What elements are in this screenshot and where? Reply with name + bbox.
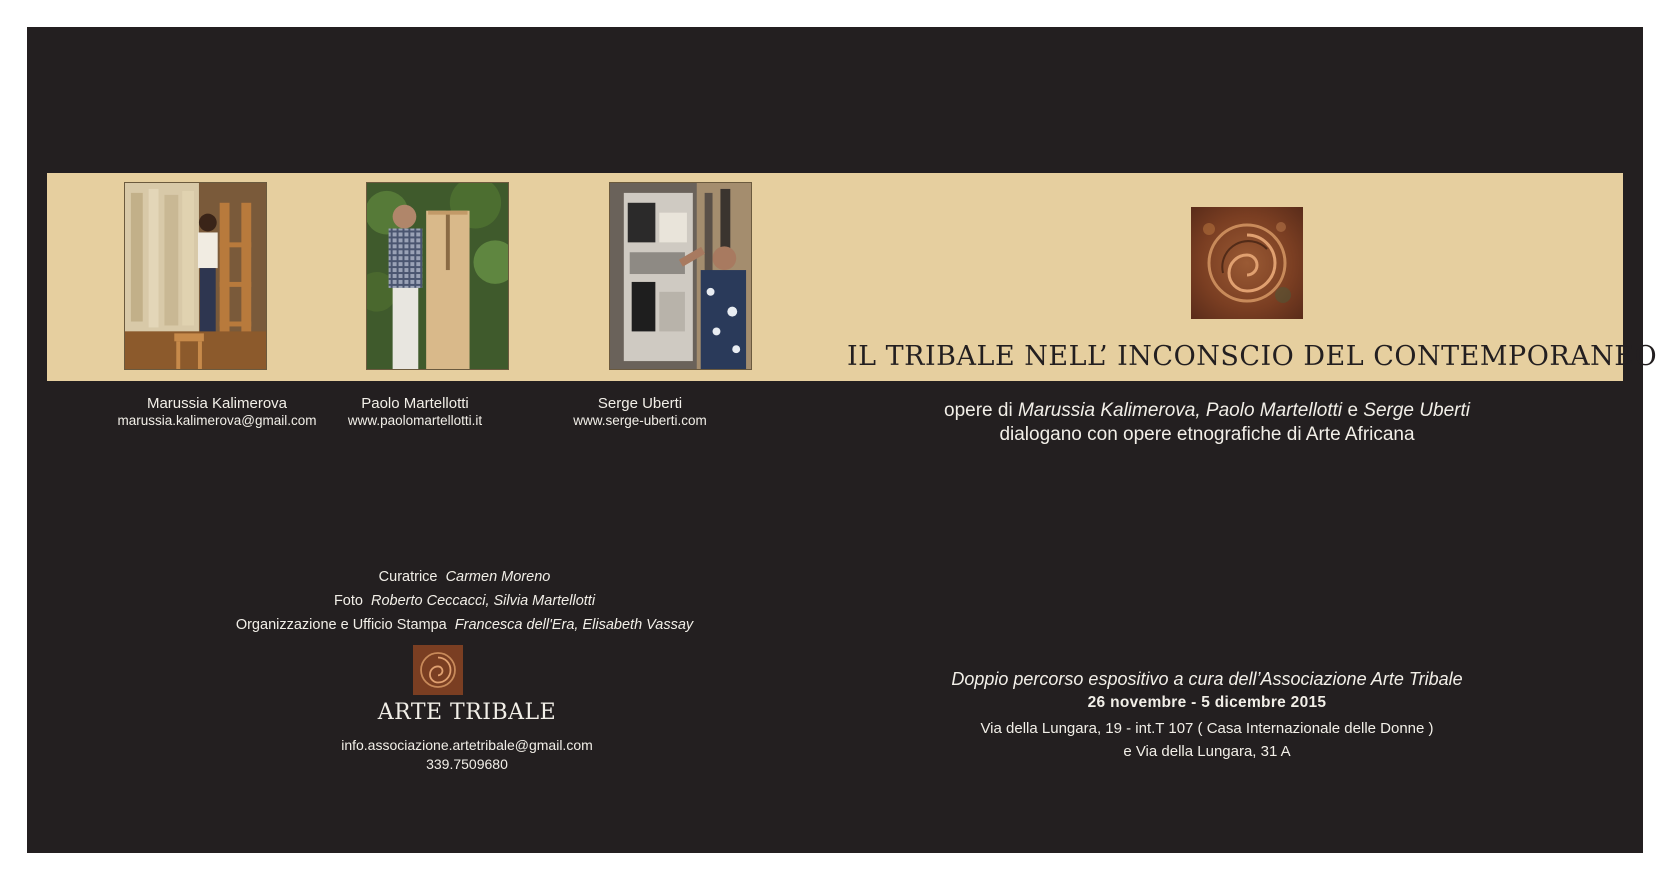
subtitle-line-2: dialogano con opere etnografiche di Arte Africana — [999, 424, 1415, 445]
subtitle-prefix: opere di — [944, 400, 1013, 421]
association-name: ARTE TRIBALE — [377, 700, 557, 725]
credit-value: Roberto Ceccacci, Silvia Martellotti — [371, 593, 596, 609]
event-address-1: Via della Lungara, 19 - int.T 107 ( Casa Internazionale delle Donne ) — [980, 720, 1434, 737]
association-contact — [307, 736, 627, 774]
credit-organization — [177, 613, 752, 637]
artist-contact[interactable]: www.serge-uberti.com — [573, 413, 707, 428]
artist-contact[interactable]: www.paolomartellotti.it — [347, 413, 483, 428]
credit-label: Organizzazione e Ufficio Stampa — [235, 617, 447, 633]
artist-caption-paolo — [285, 395, 545, 429]
exhibition-subtitle — [907, 399, 1507, 447]
subtitle-artist-3: Serge Uberti — [1363, 400, 1470, 421]
association-phone: 339.7509680 — [426, 756, 508, 772]
credit-value: Carmen Moreno — [445, 569, 551, 585]
artist-contact[interactable]: marussia.kalimerova@gmail.com — [117, 413, 317, 428]
subtitle-artist-2: Paolo Martellotti — [1205, 400, 1343, 421]
event-dates: 26 novembre - 5 dicembre 2015 — [1087, 694, 1327, 711]
photo-serge-uberti — [609, 182, 752, 370]
artist-name: Serge Uberti — [597, 395, 683, 412]
subtitle-line-1 — [907, 399, 1507, 423]
invitation-panel — [27, 27, 1658, 853]
credit-value: Francesca dell'Era, Elisabeth Vassay — [454, 617, 694, 633]
photo-paolo-martellotti — [366, 182, 509, 370]
artist-name: Marussia Kalimerova — [146, 395, 288, 412]
spiral-emblem-logo-small-icon — [413, 645, 463, 695]
artist-caption-serge — [510, 395, 770, 429]
photo-marussia-kalimerova — [124, 182, 267, 370]
subtitle-artist-1: Marussia Kalimerova, — [1017, 400, 1201, 421]
main-title: IL TRIBALE NELL’ INCONSCIO DEL CONTEMPORANEO — [847, 341, 1658, 372]
credits-block — [177, 565, 752, 637]
association-email[interactable]: info.associazione.artetribale@gmail.com — [341, 737, 593, 753]
event-intro: Doppio percorso espositivo a cura dell’Associazione Arte Tribale — [951, 669, 1463, 689]
credit-curator — [177, 565, 752, 589]
event-details — [907, 667, 1507, 763]
subtitle-conjunction: e — [1347, 400, 1359, 421]
credit-label: Curatrice — [378, 569, 438, 585]
event-address-2: e Via della Lungara, 31 A — [1123, 743, 1291, 760]
credit-photo — [177, 589, 752, 613]
artist-name: Paolo Martellotti — [361, 395, 469, 412]
spiral-emblem-logo-icon — [1191, 207, 1303, 319]
header-band — [47, 173, 1658, 381]
credit-label: Foto — [333, 593, 363, 609]
